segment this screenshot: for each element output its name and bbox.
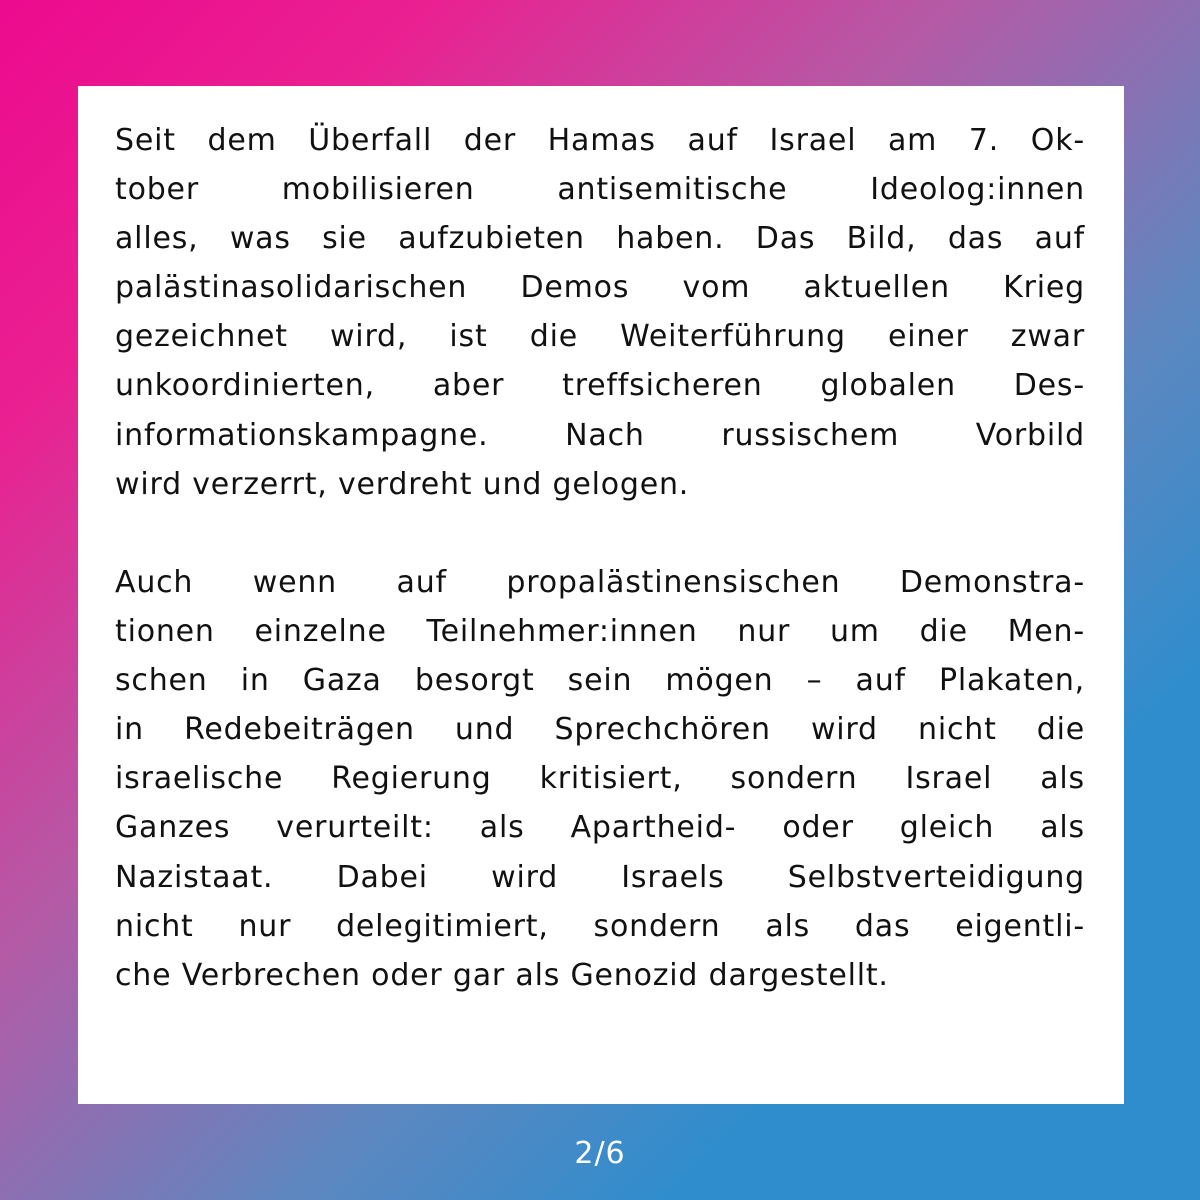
page-indicator: 2/6 (574, 1136, 626, 1171)
paragraph-line: israelische Regierung kritisiert, sondern Israel als (115, 761, 1085, 797)
paragraph-line: Ganzes verurteilt: als Apartheid- oder gleich als (115, 810, 1085, 846)
paragraph-line: wird verzerrt, verdreht und gelogen. (115, 466, 690, 502)
paragraph-line: gezeichnet wird, ist die Weiterführung einer zwar (115, 319, 1085, 355)
paragraph-line: Auch wenn auf propalästinensischen Demonstra- (115, 565, 1085, 600)
paragraph-line: nicht nur delegitimiert, sondern als das eigentli- (115, 908, 1085, 944)
paragraph-2 (115, 558, 1085, 1000)
paragraph-line: schen in Gaza besorgt sein mögen – auf Plakaten, (115, 663, 1085, 699)
paragraph-line: alles, was sie aufzubieten haben. Das Bild, das auf (115, 221, 1085, 257)
paragraph-line: tober mobilisieren antisemitische Ideolog:innen (115, 172, 1085, 208)
paragraph-line: palästinasolidarischen Demos vom aktuellen Krieg (115, 270, 1085, 306)
paragraph-line: Nazistaat. Dabei wird Israels Selbstverteidigung (115, 859, 1085, 895)
paragraph-1 (115, 116, 1085, 509)
paragraph-line: tionen einzelne Teilnehmer:innen nur um die Men- (115, 614, 1085, 650)
paragraph-line: in Redebeiträgen und Sprechchören wird nicht die (115, 712, 1085, 748)
paragraph-line: Seit dem Überfall der Hamas auf Israel am 7. Ok- (115, 123, 1085, 158)
paragraph-line: informationskampagne. Nach russischem Vorbild (115, 417, 1085, 453)
paragraph-line: unkoordinierten, aber treffsicheren globalen Des- (115, 368, 1085, 404)
paragraph-line: che Verbrechen oder gar als Genozid dargestellt. (115, 957, 889, 993)
